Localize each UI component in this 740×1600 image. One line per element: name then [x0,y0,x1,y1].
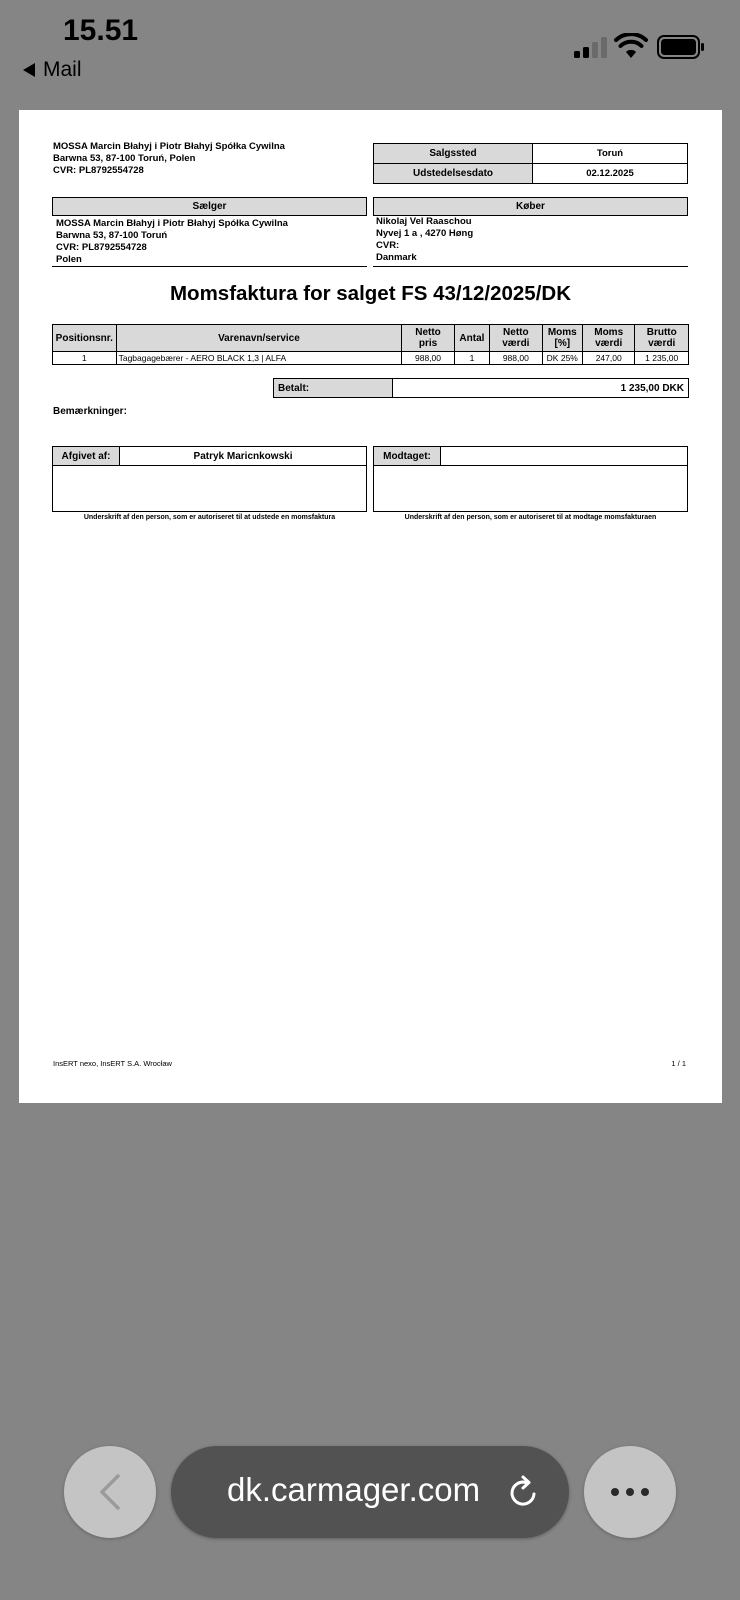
row-name: Tagbagagebærer - AERO BLACK 1,3 | ALFA [116,352,402,365]
meta-box [373,143,688,184]
issued-by-box [52,446,367,512]
seller-header-name: MOSSA Marcin Błahyj i Piotr Błahyj Spółka Cywilna [53,141,285,152]
seller-label: Sælger [52,197,367,216]
buyer-divider [373,266,688,267]
reload-icon[interactable] [506,1474,542,1510]
date-label: Udstedelsesdato [374,164,533,183]
back-triangle-icon [23,63,35,77]
col-name: Varenavn/service [116,325,402,352]
wifi-icon [614,33,648,59]
col-vat-rate: Moms [%] [542,325,582,352]
received-value [441,447,687,466]
row-pos: 1 [53,352,117,365]
row-net-value: 988,00 [490,352,542,365]
date-value: 02.12.2025 [586,168,634,179]
seller-name: MOSSA Marcin Błahyj i Piotr Błahyj Spółka Cywilna [56,218,288,229]
row-net-price: 988,00 [402,352,454,365]
buyer-label: Køber [373,197,688,216]
seller-header-address: Barwna 53, 87-100 Toruń, Polen [53,153,196,164]
buyer-details [376,216,473,264]
seller-header [53,141,285,177]
buyer-cvr: CVR: [376,240,400,251]
address-bar-url: dk.carmager.com [227,1471,481,1508]
issued-by-caption: Underskrift af den person, som er autoriseret til at udstede en momsfaktura [83,514,336,521]
received-box [373,446,688,512]
invoice-page [19,110,722,1103]
footer-left: InsERT nexo, InsERT S.A. Wrocław [53,1059,172,1068]
back-to-mail-label: Mail [43,58,82,81]
remarks-label: Bemærkninger: [53,406,127,417]
row-gross: 1 235,00 [635,352,689,365]
invoice-title: Momsfaktura for salget FS 43/12/2025/DK [169,282,572,305]
items-table-header [53,325,689,352]
seller-details [56,218,288,266]
buyer-country: Danmark [376,252,417,263]
paid-value: 1 235,00 DKK [620,382,684,394]
seller-cvr: CVR: PL8792554728 [56,242,147,253]
more-dots-icon [610,1487,650,1497]
browser-back-button[interactable] [64,1446,156,1538]
paid-box [273,378,689,398]
row-qty: 1 [454,352,489,365]
more-options-button[interactable] [584,1446,676,1538]
col-net-value: Netto værdi [490,325,542,352]
col-net-price: Netto pris [402,325,454,352]
place-value: Toruń [533,144,687,164]
address-bar[interactable] [171,1446,569,1538]
issued-by-label: Afgivet af: [53,447,120,466]
seller-header-cvr: CVR: PL8792554728 [53,165,144,176]
row-vat-value: 247,00 [582,352,634,365]
footer-page-number: 1 / 1 [671,1059,686,1068]
battery-icon [657,35,705,59]
seller-address: Barwna 53, 87-100 Toruń [56,230,168,241]
buyer-name: Nikolaj Vel Raaschou [376,216,472,227]
row-vat-rate: DK 25% [542,352,582,365]
received-label: Modtaget: [374,447,441,466]
received-caption: Underskrift af den person, som er autoriseret til at modtage momsfakturaen [404,514,657,521]
seller-divider [52,266,367,267]
cellular-signal-icon [574,36,608,58]
issued-by-value: Patryk Maricnkowski [120,447,366,466]
col-gross: Brutto værdi [635,325,689,352]
table-row [53,352,689,365]
seller-country: Polen [56,254,82,265]
items-table [52,324,689,365]
col-vat-value: Moms værdi [582,325,634,352]
status-time: 15.51 [63,14,139,47]
place-label: Salgssted [374,144,533,164]
chevron-left-icon [96,1472,124,1512]
col-qty: Antal [454,325,489,352]
back-to-mail-link[interactable] [23,58,82,82]
paid-label: Betalt: [274,379,393,397]
buyer-address: Nyvej 1 a , 4270 Høng [376,228,474,239]
col-position: Positionsnr. [53,325,117,352]
